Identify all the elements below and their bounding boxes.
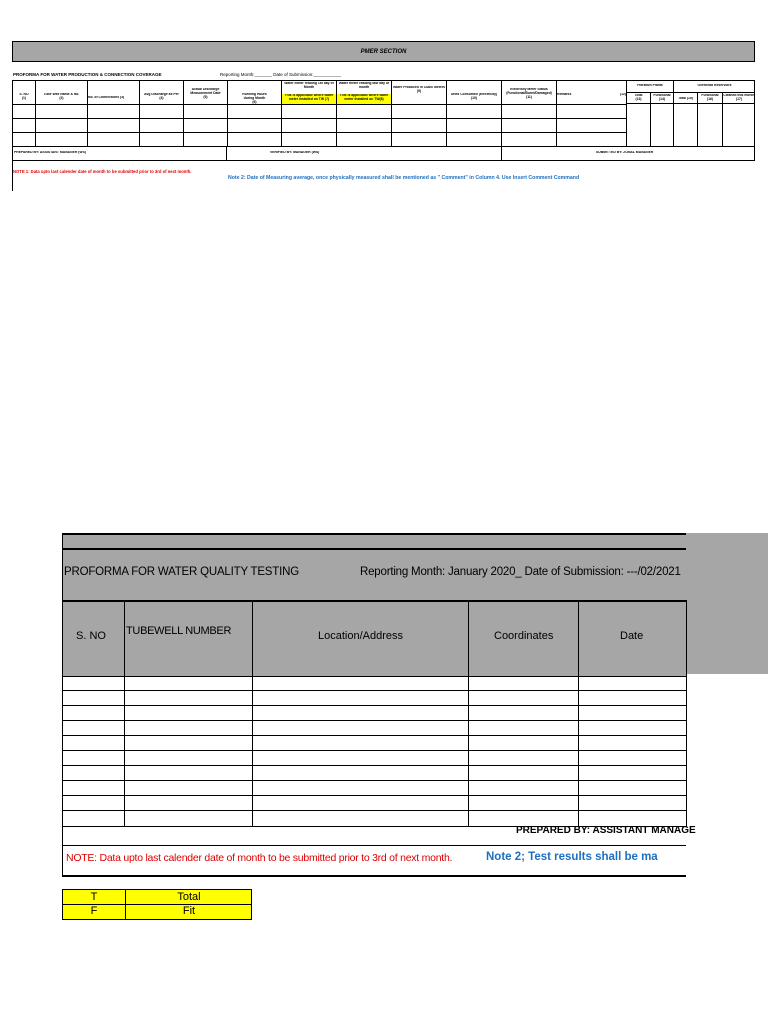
quality-header-bg — [62, 533, 686, 676]
pmer-sub-col-13: Total (13) — [634, 94, 643, 101]
pmer-filtration-plants: Filtration Plants — [637, 84, 663, 87]
pmer-yellow-note-2: This is applicable where water meter installed on TW(8) — [337, 94, 391, 104]
legend-meaning-fit: Fit — [182, 905, 196, 917]
pmer-reporting-line: Reporting Month:_______ Date of Submission:___________ — [220, 72, 342, 77]
pmer-col-actual-discharge: Actual Discharge Measurement Date (5) — [190, 88, 221, 99]
pmer-overhead-reservoirs: Overhead Reservoirs — [697, 84, 732, 87]
quality-col-location: Location/Address — [318, 630, 403, 642]
pmer-yellow-note-1: This is applicable where water meter installed on TW (7) — [282, 94, 336, 104]
pmer-note-1: NOTE 1: Data upto last calender date of month to be submitted prior to 3rd of next month. — [13, 169, 192, 174]
quality-side-panel — [686, 533, 768, 674]
pmer-col-tubewell: Tube Well Name & No. (2) — [43, 93, 80, 100]
pmer-col-water-produced: Water Produced in Cubic Meters (9) — [392, 86, 446, 93]
pmer-proforma-title: PROFORMA FOR WATER PRODUCTION & CONNECTION COVERAGE — [13, 72, 162, 77]
quality-col-tubewell: TUBEWELL NUMBER — [126, 625, 232, 637]
legend-code-t: T — [90, 891, 98, 903]
legend-code-f: F — [90, 905, 98, 917]
pmer-col-units-consumed: Units Consumed (Electricity) (10) — [450, 93, 498, 100]
pmer-col-meter-last: Water meter reading last day of month — [338, 82, 390, 89]
legend-meaning-total: Total — [177, 891, 201, 903]
pmer-verified-by: VERIFIED BY: MANAGER (WS) — [270, 151, 320, 154]
pmer-col-12: (12) — [619, 93, 626, 96]
quality-title: PROFORMA FOR WATER QUALITY TESTING — [64, 566, 299, 578]
pmer-col-connections: No. of Connections (3) — [88, 96, 125, 99]
pmer-col-meter-first: Water meter reading 1st day of Month — [284, 82, 334, 89]
pmer-note-2: Note 2: Date of Measuring average, once physically measured shall be mentioned as " Comment" in Column 4. Use Insert Comment Command — [228, 175, 580, 181]
pmer-col-sno: S. NO (1) — [19, 93, 29, 100]
pmer-title-bar — [12, 41, 755, 62]
quality-col-sno: S. NO — [76, 630, 106, 642]
quality-note-2: Note 2; Test results shall be ma — [486, 851, 658, 863]
pmer-col-remarks: Remarks — [557, 93, 572, 96]
pmer-sub-col-15: Total (15) — [678, 97, 693, 100]
quality-prepared-by: PREPARED BY: ASSISTANT MANAGE — [516, 825, 696, 836]
pmer-section-title: PMER SECTION — [360, 49, 407, 55]
quality-reporting: Reporting Month: January 2020_ Date of Submission: ---/02/2021 — [360, 566, 681, 578]
pmer-col-running-hours: Running Hours during Month (6) — [242, 93, 267, 104]
legend-table — [62, 889, 252, 920]
quality-col-coordinates: Coordinates — [494, 630, 554, 642]
quality-col-date: Date — [620, 630, 644, 642]
pmer-submitted-by: SUBMITTED BY: ZONAL MANAGER — [596, 151, 654, 154]
pmer-sub-col-16: Functional (16) — [701, 94, 719, 101]
pmer-col-avg-discharge: Avg Discharge as Per (4) — [144, 93, 179, 100]
pmer-prepared-by: PREPARED BY: ASSISTANT MANAGER (WS) — [14, 151, 87, 154]
pmer-col-electric-meter: Electricity Meter Status (Functional/Burnt/Damaged) (11) — [506, 88, 552, 99]
pmer-sub-col-14: Functional (14) — [653, 94, 671, 101]
pmer-sub-col-17: Cleaned this month (17) — [723, 94, 755, 101]
quality-note: NOTE: Data upto last calender date of month to be submitted prior to 3rd of next month. — [66, 852, 453, 864]
